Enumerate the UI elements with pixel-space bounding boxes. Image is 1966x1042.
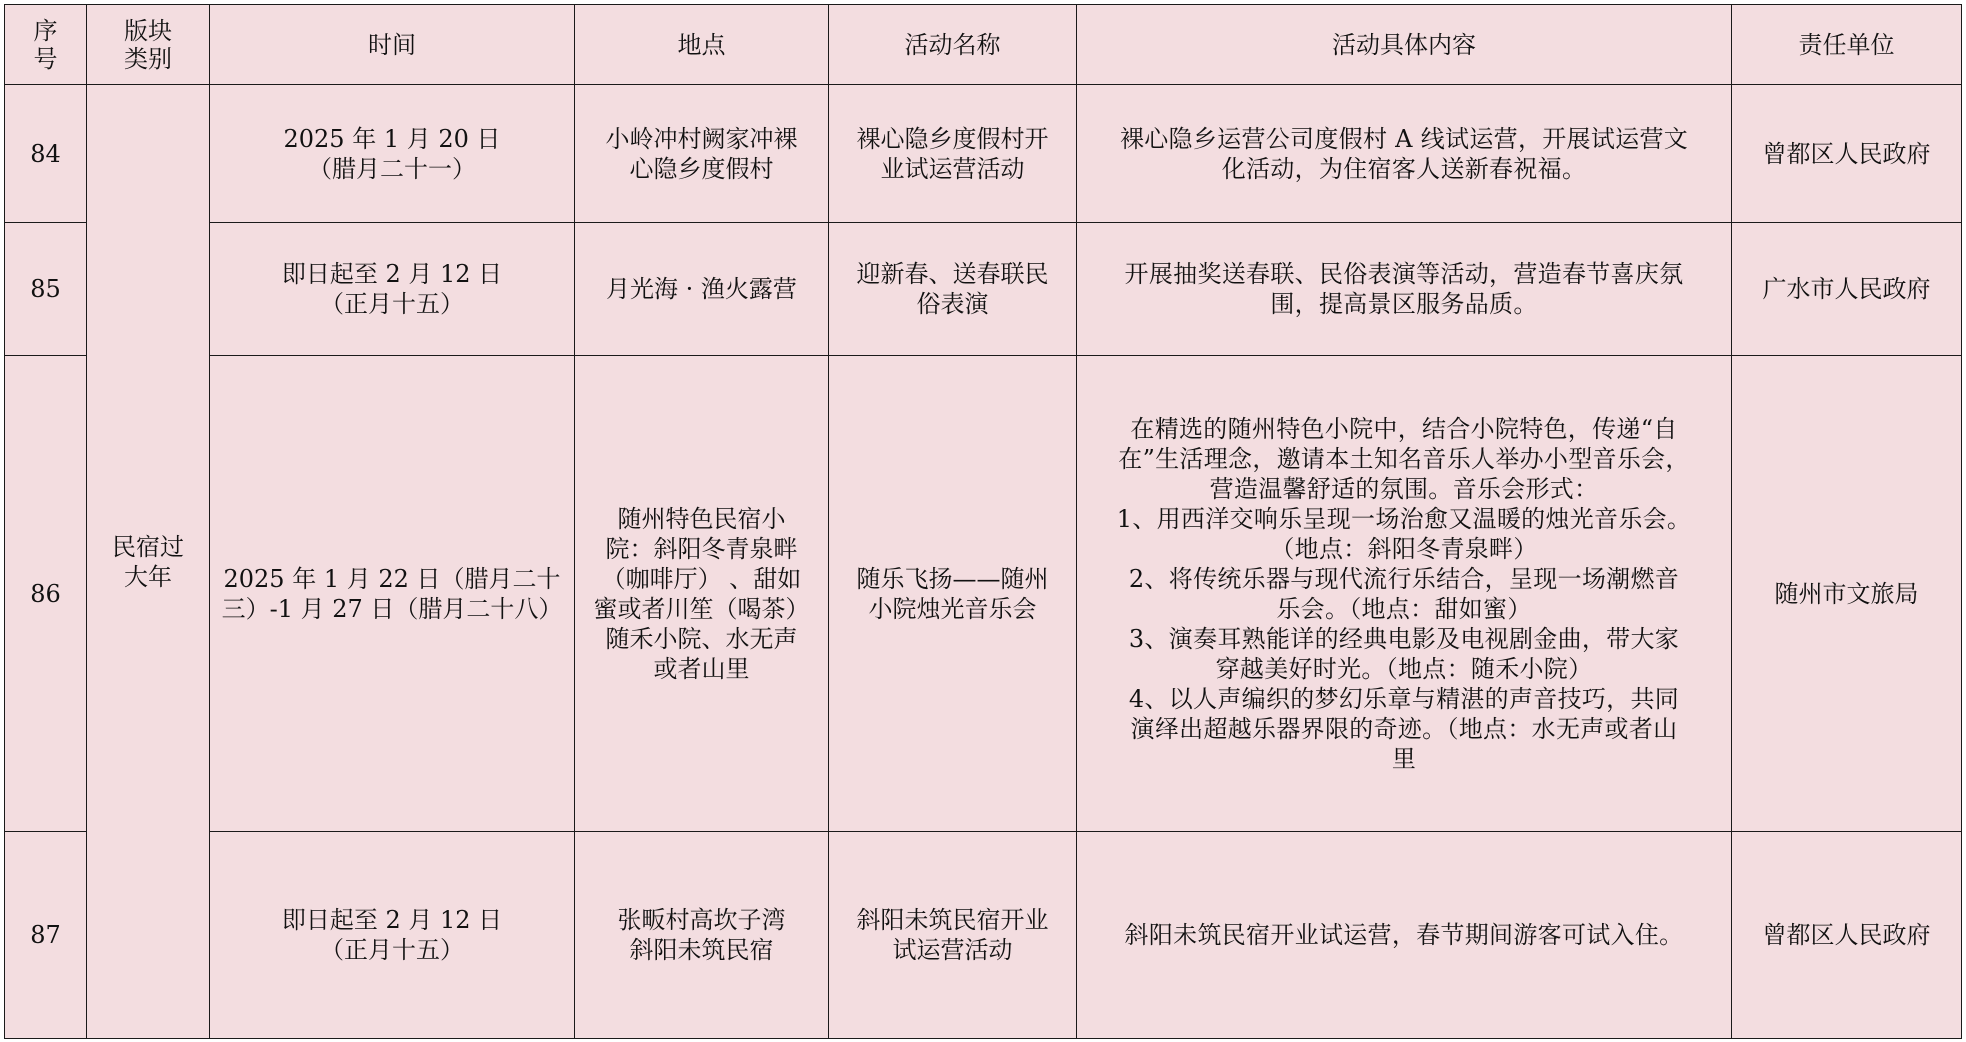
row-place: 月光海 · 渔火露营 [575, 223, 829, 356]
row-activity-name: 迎新春、送春联民 俗表演 [829, 223, 1077, 356]
table-row [5, 223, 1962, 356]
category-cell: 民宿过 大年 [87, 85, 210, 1039]
row-activity-content: 裸心隐乡运营公司度假村 A 线试运营，开展试运营文 化活动，为住宿客人送新春祝福。 [1077, 85, 1732, 223]
row-place: 张畈村高坎子湾 斜阳未筑民宿 [575, 832, 829, 1039]
table-row [5, 85, 1962, 223]
row-time: 即日起至 2 月 12 日 （正月十五） [210, 832, 575, 1039]
header-place: 地点 [575, 5, 829, 85]
row-activity-content: 斜阳未筑民宿开业试运营，春节期间游客可试入住。 [1077, 832, 1732, 1039]
header-activity-content: 活动具体内容 [1077, 5, 1732, 85]
row-responsible-unit: 曾都区人民政府 [1732, 832, 1962, 1039]
row-responsible-unit: 曾都区人民政府 [1732, 85, 1962, 223]
events-table [4, 4, 1962, 1039]
row-no: 85 [5, 223, 87, 356]
row-no: 87 [5, 832, 87, 1039]
header-activity-name: 活动名称 [829, 5, 1077, 85]
row-place: 随州特色民宿小 院：斜阳冬青泉畔 （咖啡厅） 、甜如 蜜或者川笙（喝茶） 随禾小院、水无声 或者山里 [575, 356, 829, 832]
row-time: 2025 年 1 月 22 日（腊月二十 三）-1 月 27 日（腊月二十八） [210, 356, 575, 832]
row-activity-name: 随乐飞扬——随州 小院烛光音乐会 [829, 356, 1077, 832]
header-time: 时间 [210, 5, 575, 85]
table-row [5, 832, 1962, 1039]
header-row [5, 5, 1962, 85]
header-no: 序 号 [5, 5, 87, 85]
header-responsible-unit: 责任单位 [1732, 5, 1962, 85]
row-no: 84 [5, 85, 87, 223]
events-sheet [4, 4, 1961, 1038]
row-activity-name: 斜阳未筑民宿开业 试运营活动 [829, 832, 1077, 1039]
row-time: 2025 年 1 月 20 日 （腊月二十一） [210, 85, 575, 223]
row-no: 86 [5, 356, 87, 832]
row-activity-content: 在精选的随州特色小院中，结合小院特色，传递“自 在”生活理念，邀请本土知名音乐人举办小型音乐会， 营造温馨舒适的氛围。音乐会形式： 1、用西洋交响乐呈现一场治愈又温暖的烛光音乐会。 （地点：斜阳冬青泉畔） 2、将传统乐器与现代流行乐结合，呈现一场潮燃音 乐会。（地点：甜如蜜） 3、演奏耳熟能详的经典电影及电视剧金曲，带大家 穿越美好时光。（地点：随禾小院） 4、以人声编织的梦幻乐章与精湛的声音技巧，共同 演绎出超越乐器界限的奇迹。（地点：水无声或者山 里 [1077, 356, 1732, 832]
table-row [5, 356, 1962, 832]
row-activity-content: 开展抽奖送春联、民俗表演等活动，营造春节喜庆氛 围，提高景区服务品质。 [1077, 223, 1732, 356]
row-responsible-unit: 广水市人民政府 [1732, 223, 1962, 356]
row-place: 小岭冲村阙家冲裸 心隐乡度假村 [575, 85, 829, 223]
row-activity-name: 裸心隐乡度假村开 业试运营活动 [829, 85, 1077, 223]
header-category: 版块 类别 [87, 5, 210, 85]
row-time: 即日起至 2 月 12 日 （正月十五） [210, 223, 575, 356]
row-responsible-unit: 随州市文旅局 [1732, 356, 1962, 832]
